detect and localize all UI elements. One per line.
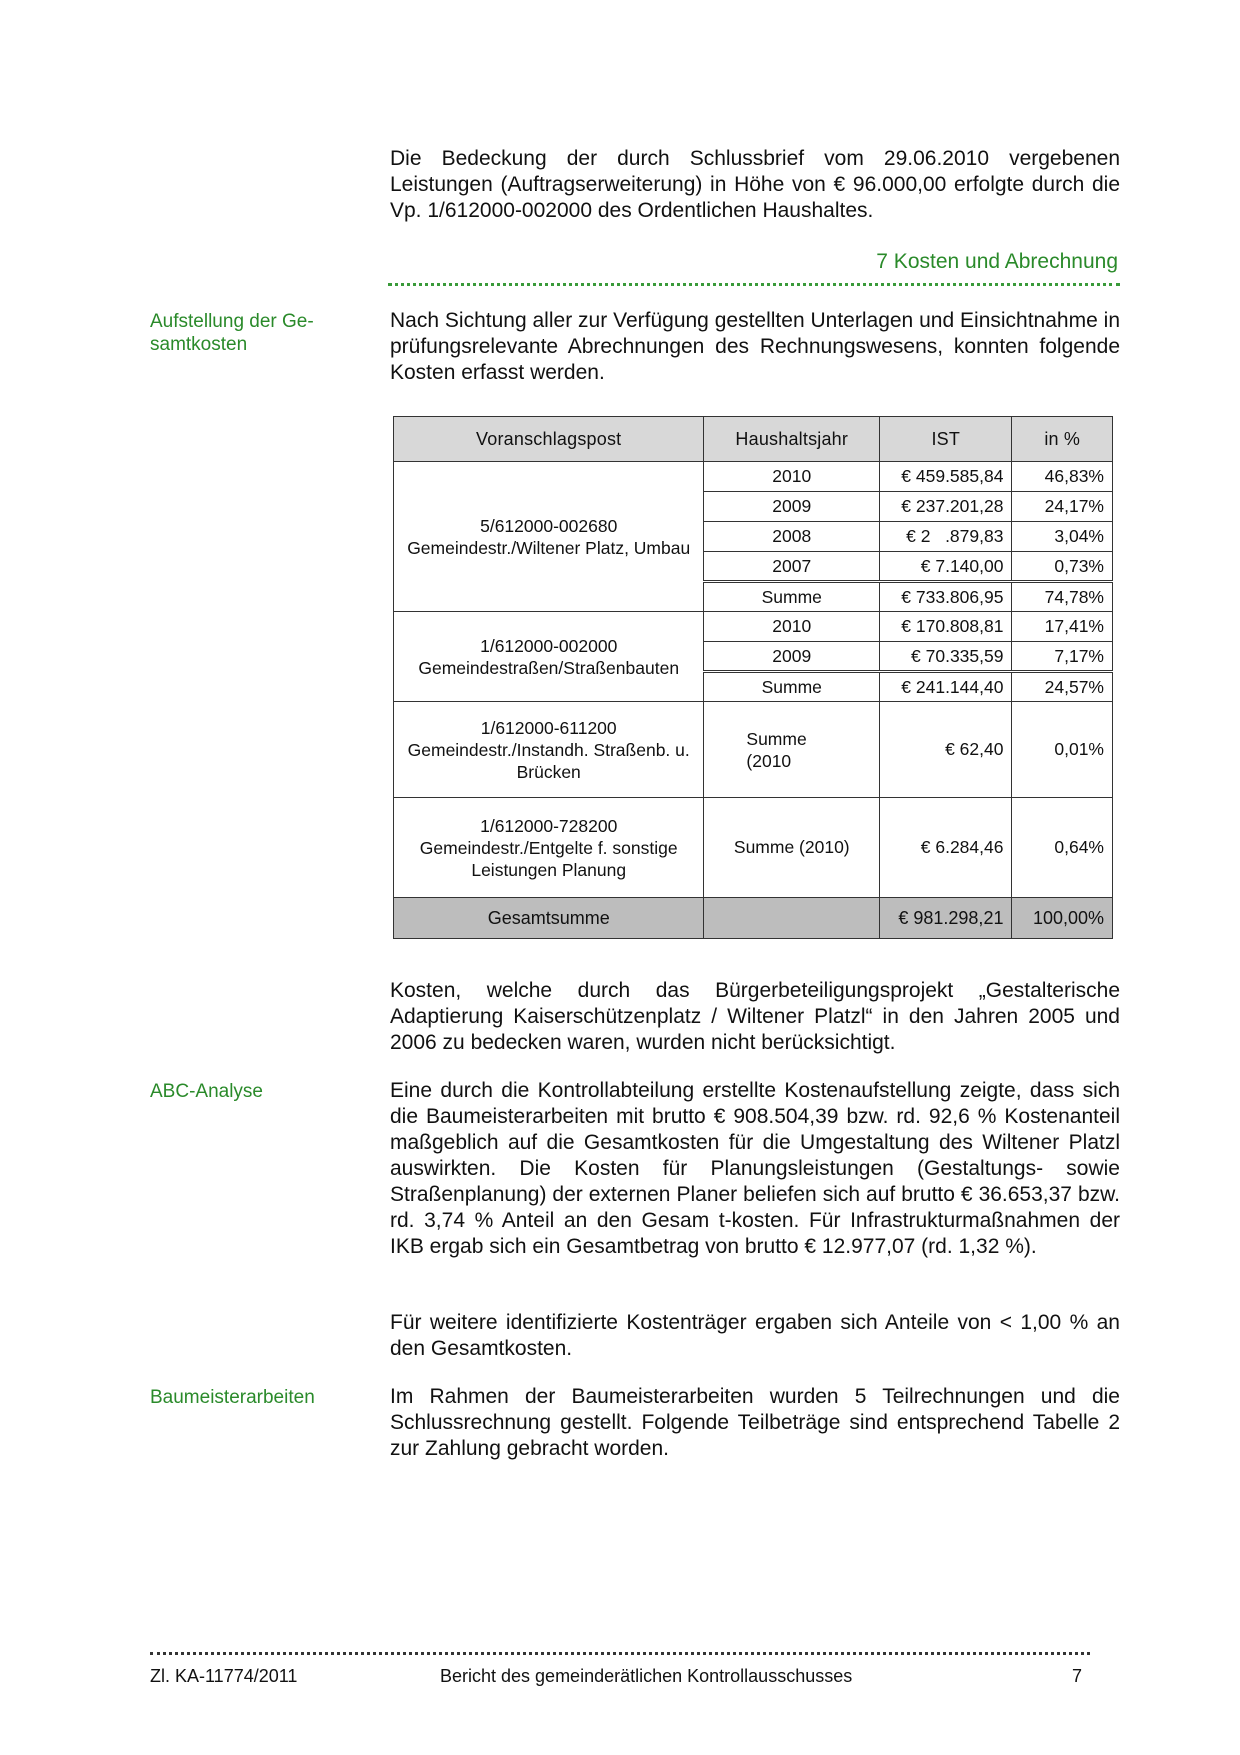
percent-cell: 7,17% bbox=[1012, 642, 1113, 672]
table-total-row bbox=[394, 898, 1113, 939]
percent-cell: 0,73% bbox=[1012, 552, 1113, 582]
percent-cell: 0,01% bbox=[1012, 702, 1113, 798]
page-number: 7 bbox=[1072, 1666, 1083, 1686]
ist-cell: € 459.585,84 bbox=[880, 462, 1012, 492]
table-header-row bbox=[394, 417, 1113, 462]
note-paragraph: Kosten, welche durch das Bürgerbeteiligungsprojekt „Gestalterische Adaptierung Kaiserschützenplatz / Wiltener Platzl“ in den Jahren 2005 und 2006 zu bedecken waren, wurden nicht berücksichtigt. bbox=[390, 979, 1120, 1054]
year-cell: 2009 bbox=[704, 492, 880, 522]
total-label-cell: Gesamtsumme bbox=[394, 898, 704, 939]
total-year-cell bbox=[704, 898, 880, 939]
side-label-line: Aufstellung der Ge- bbox=[150, 311, 314, 332]
ist-cell: € 170.808,81 bbox=[880, 612, 1012, 642]
percent-cell: 3,04% bbox=[1012, 522, 1113, 552]
sum-ist-cell: € 241.144,40 bbox=[880, 672, 1012, 702]
total-ist-cell: € 981.298,21 bbox=[880, 898, 1012, 939]
column-header-voranschlagspost: Voranschlagspost bbox=[394, 417, 704, 462]
post-description: Gemeindestr./Instandh. Straßenb. u. bbox=[407, 739, 690, 760]
sum-percent-cell: 24,57% bbox=[1012, 672, 1113, 702]
side-label-baumeisterarbeiten: Baumeisterarbeiten bbox=[150, 1387, 315, 1408]
post-description: Gemeindestr./Entgelte f. sonstige bbox=[419, 837, 678, 858]
abc-paragraph: Eine durch die Kontrollabteilung erstellte Kostenaufstellung zeigte, dass sich die Baumeisterarbeiten mit brutto € 908.504,39 bzw. rd. 92,6 % Kostenanteil maßgeblich auf die Gesamtkosten für die Umgestaltung des Wiltener Platzl auswirkten. Die Kosten für Planungsleistungen (Gestaltungs- sowie Straßenplanung) der externen Planer beliefen sich auf brutto € 36.653,37 bzw. rd. 3,74 % Anteil an den Gesam t-kosten. Für Infrastrukturmaßnahmen der IKB ergab sich ein Gesamtbetrag von brutto € 12.977,07 (rd. 1,32 %). bbox=[390, 1079, 1120, 1258]
ist-cell: € 2 .879,83 bbox=[880, 522, 1012, 552]
post-description: Gemeindestraßen/Straßenbauten bbox=[418, 657, 680, 678]
voranschlagspost-cell bbox=[394, 702, 704, 798]
column-header-haushaltsjahr: Haushaltsjahr bbox=[704, 417, 880, 462]
gesamtkosten-paragraph: Nach Sichtung aller zur Verfügung gestellten Unterlagen und Einsichtnahme in prüfungsrelevante Abrechnungen des Rechnungswesens, konnten folgende Kosten erfasst werden. bbox=[390, 309, 1120, 384]
table-row bbox=[394, 612, 1113, 642]
year-cell: 2009 bbox=[704, 642, 880, 672]
footer-title: Bericht des gemeinderätlichen Kontrollausschusses bbox=[440, 1666, 853, 1686]
year-cell: 2008 bbox=[704, 522, 880, 552]
section-divider bbox=[388, 283, 1120, 286]
post-code: 5/612000-002680 bbox=[480, 515, 618, 536]
post-description: Brücken bbox=[516, 761, 581, 782]
table-row bbox=[394, 798, 1113, 898]
ist-cell: € 70.335,59 bbox=[880, 642, 1012, 672]
year-line: (2010 bbox=[746, 750, 792, 771]
voranschlagspost-cell bbox=[394, 798, 704, 898]
percent-cell: 24,17% bbox=[1012, 492, 1113, 522]
post-description: Leistungen Planung bbox=[471, 859, 627, 880]
year-cell: Summe (2010) bbox=[704, 798, 880, 898]
percent-cell: 17,41% bbox=[1012, 612, 1113, 642]
percent-cell: 0,64% bbox=[1012, 798, 1113, 898]
year-cell: 2010 bbox=[704, 462, 880, 492]
percent-cell: 46,83% bbox=[1012, 462, 1113, 492]
footer-reference: Zl. KA-11774/2011 bbox=[150, 1666, 298, 1686]
post-code: 1/612000-002000 bbox=[480, 635, 618, 656]
side-label-gesamtkosten bbox=[150, 310, 350, 356]
post-code: 1/612000-611200 bbox=[480, 717, 617, 738]
post-code: 1/612000-728200 bbox=[480, 815, 618, 836]
year-cell: 2007 bbox=[704, 552, 880, 582]
ist-cell: € 6.284,46 bbox=[880, 798, 1012, 898]
table-row bbox=[394, 702, 1113, 798]
abc-paragraph-2: Für weitere identifizierte Kostenträger ergaben sich Anteile von < 1,00 % an den Gesamtkosten. bbox=[390, 1311, 1120, 1360]
section-heading: 7 Kosten und Abrechnung bbox=[876, 250, 1118, 273]
intro-paragraph: Die Bedeckung der durch Schlussbrief vom 29.06.2010 vergebenen Leistungen (Auftragserweiterung) in Höhe von € 96.000,00 erfolgte durch die Vp. 1/612000-002000 des Ordentlichen Haushaltes. bbox=[390, 147, 1120, 222]
cost-table bbox=[393, 416, 1113, 939]
total-percent-cell: 100,00% bbox=[1012, 898, 1113, 939]
column-header-percent: in % bbox=[1012, 417, 1113, 462]
side-label-line: samtkosten bbox=[150, 334, 248, 355]
ist-cell: € 7.140,00 bbox=[880, 552, 1012, 582]
sum-ist-cell: € 733.806,95 bbox=[880, 582, 1012, 612]
ist-cell: € 237.201,28 bbox=[880, 492, 1012, 522]
voranschlagspost-cell bbox=[394, 462, 704, 612]
sum-label-cell: Summe bbox=[704, 672, 880, 702]
ist-cell: € 62,40 bbox=[880, 702, 1012, 798]
column-header-ist: IST bbox=[880, 417, 1012, 462]
sum-label-cell: Summe bbox=[704, 582, 880, 612]
footer-divider bbox=[150, 1652, 1090, 1655]
side-label-abc-analyse: ABC-Analyse bbox=[150, 1081, 263, 1102]
year-cell bbox=[704, 702, 880, 798]
table-row bbox=[394, 462, 1113, 492]
post-description: Gemeindestr./Wiltener Platz, Umbau bbox=[407, 537, 691, 558]
year-line: Summe bbox=[746, 728, 807, 749]
sum-percent-cell: 74,78% bbox=[1012, 582, 1113, 612]
baumeister-paragraph: Im Rahmen der Baumeisterarbeiten wurden 5 Teilrechnungen und die Schlussrechnung gestellt. Folgende Teilbeträge sind entsprechend Tabelle 2 zur Zahlung gebracht worden. bbox=[390, 1385, 1120, 1460]
voranschlagspost-cell bbox=[394, 612, 704, 702]
year-cell: 2010 bbox=[704, 612, 880, 642]
